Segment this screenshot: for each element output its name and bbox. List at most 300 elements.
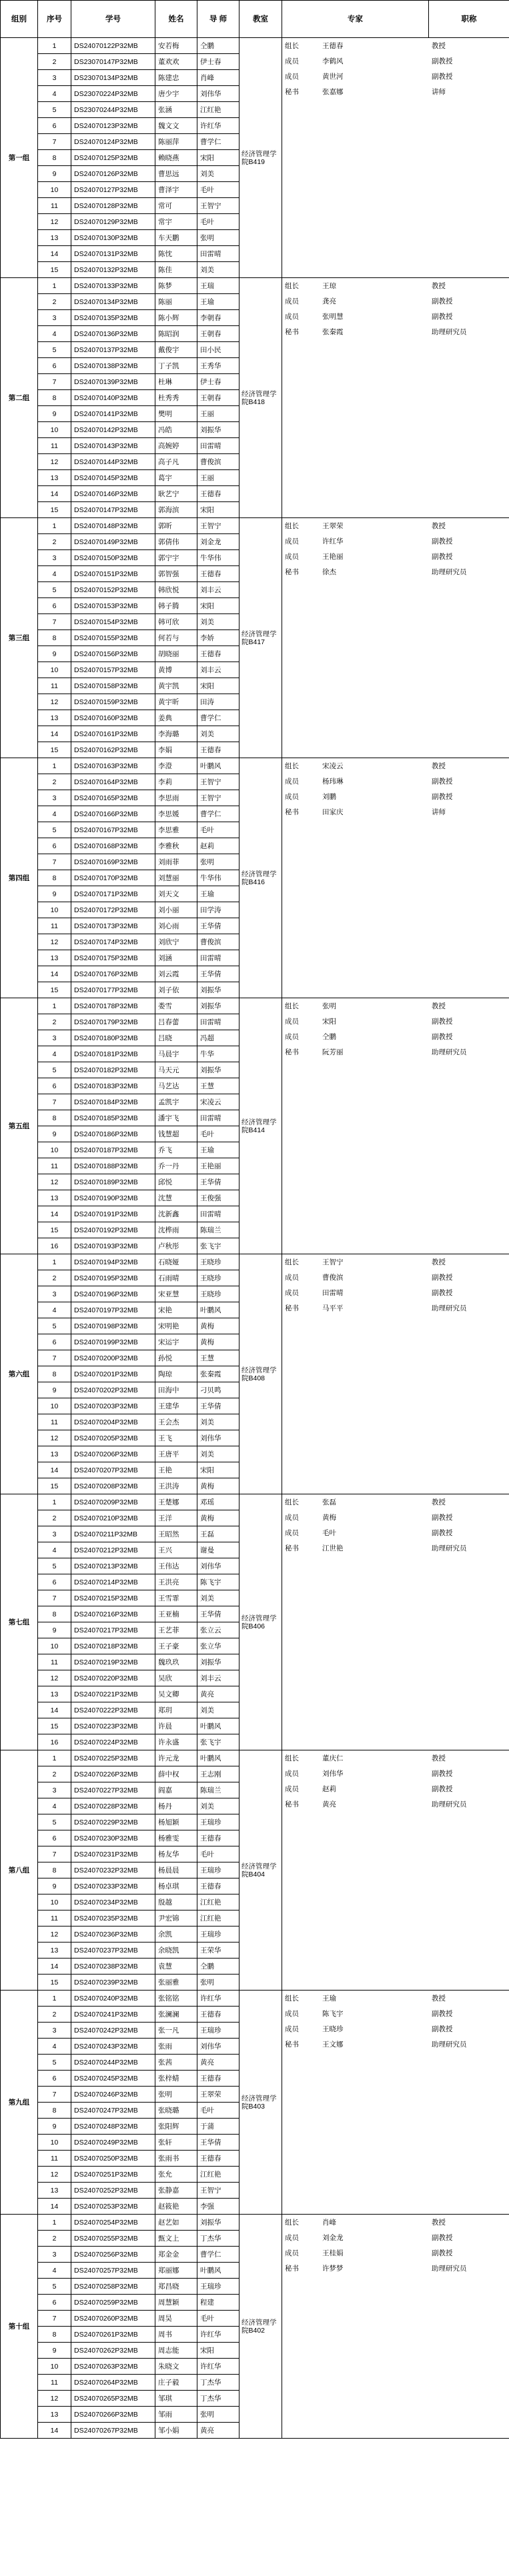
committee-role: 成员 — [285, 1032, 299, 1041]
committee-title: 教授 — [432, 762, 446, 770]
student-id-cell: DS24070256P32MB — [71, 2247, 155, 2263]
student-name-cell: 宋运宇 — [155, 1334, 197, 1350]
student-id-cell: DS24070128P32MB — [71, 198, 155, 214]
student-name-cell: 王洪亮 — [155, 1574, 197, 1590]
committee-member — [282, 549, 509, 564]
student-name-cell: 王会杰 — [155, 1414, 197, 1430]
seq-cell: 14 — [38, 2199, 71, 2215]
committee-list — [282, 278, 509, 339]
student-name-cell: 张丽雅 — [155, 1975, 197, 1991]
advisor-cell: 王智宁 — [197, 2183, 239, 2199]
student-name-cell: 郑昌晓 — [155, 2279, 197, 2295]
advisor-cell: 刘美 — [197, 1798, 239, 1814]
seq-cell: 14 — [38, 1462, 71, 1478]
committee-member — [282, 1494, 509, 1510]
committee-role: 秘书 — [285, 1048, 299, 1056]
advisor-cell: 田学涛 — [197, 902, 239, 918]
committee-member — [282, 1254, 509, 1270]
student-name-cell: 余晓凯 — [155, 1943, 197, 1959]
committee-role: 组长 — [285, 1994, 299, 2003]
seq-cell: 2 — [38, 1014, 71, 1030]
student-id-cell: DS24070226P32MB — [71, 1766, 155, 1782]
committee-title: 副教授 — [432, 1288, 453, 1297]
advisor-cell: 王德春 — [197, 1878, 239, 1894]
student-id-cell: DS24070178P32MB — [71, 998, 155, 1014]
seq-cell: 14 — [38, 726, 71, 742]
seq-cell: 9 — [38, 1622, 71, 1638]
committee-expert: 张明慧 — [322, 312, 344, 321]
student-id-cell: DS24070153P32MB — [71, 598, 155, 614]
student-id-cell: DS24070141P32MB — [71, 406, 155, 422]
student-id-cell: DS24070255P32MB — [71, 2231, 155, 2247]
student-id-cell: DS24070131P32MB — [71, 246, 155, 262]
student-name-cell: 周书 — [155, 2327, 197, 2343]
committee-expert: 张秦霞 — [322, 327, 344, 336]
group-label: 第五组 — [1, 998, 38, 1254]
committee-member — [282, 1285, 509, 1300]
seq-cell: 5 — [38, 2055, 71, 2071]
committee-member — [282, 69, 509, 84]
student-name-cell: 张涵 — [155, 102, 197, 118]
advisor-cell: 许红华 — [197, 1991, 239, 2007]
student-name-cell: 赵筱艳 — [155, 2199, 197, 2215]
student-row — [1, 758, 509, 774]
advisor-cell: 王瑜 — [197, 1142, 239, 1158]
student-name-cell: 陈丽萍 — [155, 134, 197, 150]
committee-expert: 刘金龙 — [322, 2233, 344, 2242]
committee-title: 助理研究员 — [432, 327, 467, 336]
student-id-cell: DS24070233P32MB — [71, 1878, 155, 1894]
seq-cell: 1 — [38, 758, 71, 774]
student-name-cell: 宋艳 — [155, 1302, 197, 1318]
seq-cell: 4 — [38, 1798, 71, 1814]
student-name-cell: 陈梦 — [155, 278, 197, 294]
seq-cell: 12 — [38, 454, 71, 470]
student-id-cell: DS24070125P32MB — [71, 150, 155, 166]
committee-title: 副教授 — [432, 777, 453, 786]
advisor-cell: 王瑜 — [197, 886, 239, 902]
seq-cell: 9 — [38, 406, 71, 422]
student-id-cell: DS24070134P32MB — [71, 294, 155, 310]
seq-cell: 6 — [38, 2295, 71, 2311]
seq-cell: 10 — [38, 422, 71, 438]
student-name-cell: 陈小辉 — [155, 310, 197, 326]
committee-role: 成员 — [285, 1784, 299, 1793]
student-name-cell: 李思媛 — [155, 806, 197, 822]
seq-cell: 10 — [38, 1894, 71, 1910]
seq-cell: 15 — [38, 262, 71, 278]
student-name-cell: 李娟 — [155, 742, 197, 758]
student-id-cell: DS24070257P32MB — [71, 2263, 155, 2279]
seq-cell: 1 — [38, 998, 71, 1014]
seq-cell: 7 — [38, 614, 71, 630]
advisor-cell: 刘丰云 — [197, 582, 239, 598]
student-id-cell: DS24070189P32MB — [71, 1174, 155, 1190]
student-id-cell: DS24070210P32MB — [71, 1510, 155, 1526]
student-id-cell: DS24070262P32MB — [71, 2343, 155, 2359]
advisor-cell: 仝鹏 — [197, 38, 239, 54]
student-name-cell: 李雅秋 — [155, 838, 197, 854]
committee-title: 助理研究员 — [432, 1544, 467, 1552]
committee-member — [282, 1029, 509, 1044]
advisor-cell: 刘美 — [197, 726, 239, 742]
student-id-cell: DS24070265P32MB — [71, 2391, 155, 2407]
committee-member — [282, 1270, 509, 1285]
student-name-cell: 曹思远 — [155, 166, 197, 182]
seq-cell: 1 — [38, 1254, 71, 1270]
student-name-cell: 王楚娜 — [155, 1494, 197, 1510]
student-id-cell: DS24070170P32MB — [71, 870, 155, 886]
committee-expert: 马平平 — [322, 1304, 344, 1312]
student-id-cell: DS24070200P32MB — [71, 1350, 155, 1366]
student-name-cell: 王唐平 — [155, 1446, 197, 1462]
seq-cell: 4 — [38, 2263, 71, 2279]
student-id-cell: DS24070150P32MB — [71, 550, 155, 566]
student-name-cell: 樊明 — [155, 406, 197, 422]
student-name-cell: 郭昕 — [155, 518, 197, 534]
student-id-cell: DS24070142P32MB — [71, 422, 155, 438]
student-id-cell: DS24070172P32MB — [71, 902, 155, 918]
advisor-cell: 张秦霞 — [197, 1366, 239, 1382]
header-row — [1, 1, 509, 38]
seq-cell: 5 — [38, 102, 71, 118]
committee-expert: 张磊 — [322, 1498, 336, 1506]
student-id-cell: DS24070149P32MB — [71, 534, 155, 550]
student-id-cell: DS24070182P32MB — [71, 1062, 155, 1078]
advisor-cell: 王丽 — [197, 470, 239, 486]
seq-cell: 3 — [38, 2023, 71, 2039]
seq-cell: 7 — [38, 2087, 71, 2103]
student-id-cell: DS24070196P32MB — [71, 1286, 155, 1302]
advisor-cell: 王朝春 — [197, 390, 239, 406]
student-name-cell: 薛中权 — [155, 1766, 197, 1782]
seq-cell: 3 — [38, 1286, 71, 1302]
student-id-cell: DS24070204P32MB — [71, 1414, 155, 1430]
student-id-cell: DS24070171P32MB — [71, 886, 155, 902]
student-name-cell: 乔飞 — [155, 1142, 197, 1158]
student-name-cell: 甄文上 — [155, 2231, 197, 2247]
committee-list — [282, 1991, 509, 2052]
committee-expert: 黄梅 — [322, 1513, 336, 1522]
student-id-cell: DS24070193P32MB — [71, 1238, 155, 1254]
seq-cell: 7 — [38, 854, 71, 870]
student-id-cell: DS24070242P32MB — [71, 2023, 155, 2039]
advisor-cell: 刘美 — [197, 1590, 239, 1606]
advisor-cell: 刘美 — [197, 262, 239, 278]
student-id-cell: DS24070126P32MB — [71, 166, 155, 182]
committee-expert: 刘伟华 — [322, 1769, 344, 1778]
student-id-cell: DS24070158P32MB — [71, 678, 155, 694]
advisor-cell: 江红艳 — [197, 2167, 239, 2183]
committee-expert: 刘鹏 — [322, 792, 336, 801]
advisor-cell: 刘金龙 — [197, 534, 239, 550]
student-id-cell: DS24070237P32MB — [71, 1943, 155, 1959]
room-cell: 经济管理学院B418 — [239, 278, 282, 518]
student-name-cell: 沈桦雨 — [155, 1222, 197, 1238]
seq-cell: 15 — [38, 982, 71, 998]
seq-cell: 15 — [38, 1478, 71, 1494]
advisor-cell: 江红艳 — [197, 1894, 239, 1910]
committee-member — [282, 1044, 509, 1060]
student-name-cell: 赖晓燕 — [155, 150, 197, 166]
student-id-cell: DS24070157P32MB — [71, 662, 155, 678]
advisor-cell: 李强 — [197, 2199, 239, 2215]
seq-cell: 11 — [38, 438, 71, 454]
student-id-cell: DS24070167P32MB — [71, 822, 155, 838]
room-cell: 经济管理学院B416 — [239, 758, 282, 998]
committee-role: 成员 — [285, 1017, 299, 1026]
student-name-cell: 刘慧丽 — [155, 870, 197, 886]
student-id-cell: DS24070234P32MB — [71, 1894, 155, 1910]
student-row — [1, 1254, 509, 1270]
seq-cell: 5 — [38, 822, 71, 838]
advisor-cell: 王德春 — [197, 566, 239, 582]
seq-cell: 13 — [38, 1943, 71, 1959]
advisor-cell: 许红华 — [197, 2359, 239, 2375]
advisor-cell: 刘美 — [197, 614, 239, 630]
advisor-cell: 田雷晴 — [197, 1014, 239, 1030]
student-name-cell: 郑金金 — [155, 2247, 197, 2263]
seq-cell: 7 — [38, 1094, 71, 1110]
advisor-cell: 刘伟华 — [197, 1558, 239, 1574]
student-name-cell: 葛宇 — [155, 470, 197, 486]
student-name-cell: 杨旭颖 — [155, 1814, 197, 1830]
committee-member — [282, 2215, 509, 2230]
student-id-cell: DS24070260P32MB — [71, 2311, 155, 2327]
seq-cell: 4 — [38, 806, 71, 822]
seq-cell: 5 — [38, 1318, 71, 1334]
advisor-cell: 赵莉 — [197, 838, 239, 854]
student-id-cell: DS24070223P32MB — [71, 1718, 155, 1734]
seq-cell: 3 — [38, 2247, 71, 2263]
seq-cell: 4 — [38, 2039, 71, 2055]
committee-title: 副教授 — [432, 792, 453, 801]
seq-cell: 4 — [38, 326, 71, 342]
student-name-cell: 宋亚慧 — [155, 1286, 197, 1302]
seq-cell: 6 — [38, 1078, 71, 1094]
advisor-cell: 许红华 — [197, 2327, 239, 2343]
advisor-cell: 王德春 — [197, 2007, 239, 2023]
student-id-cell: DS24070165P32MB — [71, 790, 155, 806]
committee-title: 副教授 — [432, 1032, 453, 1041]
committee-role: 成员 — [285, 777, 299, 786]
student-name-cell: 郭海滨 — [155, 502, 197, 518]
advisor-cell: 江红艳 — [197, 102, 239, 118]
student-id-cell: DS24070197P32MB — [71, 1302, 155, 1318]
committee-member — [282, 324, 509, 339]
committee-expert: 宋阳 — [322, 1017, 336, 1026]
student-id-cell: DS24070187P32MB — [71, 1142, 155, 1158]
seq-cell: 6 — [38, 1830, 71, 1846]
seq-cell: 4 — [38, 86, 71, 102]
student-name-cell: 耿艺宁 — [155, 486, 197, 502]
advisor-cell: 叶鹏风 — [197, 1718, 239, 1734]
committee-expert: 赵莉 — [322, 1784, 336, 1793]
student-row — [1, 278, 509, 294]
seq-cell: 9 — [38, 886, 71, 902]
advisor-cell: 刘美 — [197, 1414, 239, 1430]
header-committee: 专家 — [282, 1, 429, 38]
student-id-cell: DS23070134P32MB — [71, 70, 155, 86]
student-name-cell: 吕晓 — [155, 1030, 197, 1046]
seq-cell: 2 — [38, 774, 71, 790]
group-label: 第八组 — [1, 1750, 38, 1991]
student-id-cell: DS24070235P32MB — [71, 1910, 155, 1926]
advisor-cell: 张明 — [197, 2407, 239, 2423]
student-name-cell: 李海璐 — [155, 726, 197, 742]
committee-role: 成员 — [285, 1513, 299, 1522]
advisor-cell: 李娇 — [197, 630, 239, 646]
advisor-cell: 张明 — [197, 1975, 239, 1991]
student-id-cell: DS24070239P32MB — [71, 1975, 155, 1991]
committee-expert: 田雷晴 — [322, 1288, 344, 1297]
committee-role: 组长 — [285, 1754, 299, 1762]
student-id-cell: DS24070122P32MB — [71, 38, 155, 54]
committee-role: 成员 — [285, 2009, 299, 2018]
student-name-cell: 李思雅 — [155, 822, 197, 838]
committee-cell — [282, 518, 509, 758]
seq-cell: 8 — [38, 630, 71, 646]
advisor-cell: 丁杰华 — [197, 2231, 239, 2247]
student-name-cell: 许永盛 — [155, 1734, 197, 1750]
committee-cell — [282, 1494, 509, 1750]
advisor-cell: 王俊强 — [197, 1190, 239, 1206]
student-id-cell: DS23070147P32MB — [71, 54, 155, 70]
advisor-cell: 刘丰云 — [197, 1670, 239, 1686]
student-id-cell: DS24070188P32MB — [71, 1158, 155, 1174]
student-id-cell: DS24070176P32MB — [71, 966, 155, 982]
student-name-cell: 卢秋彤 — [155, 1238, 197, 1254]
seq-cell: 9 — [38, 1878, 71, 1894]
student-name-cell: 邹小娟 — [155, 2423, 197, 2439]
student-id-cell: DS24070254P32MB — [71, 2215, 155, 2231]
student-id-cell: DS24070238P32MB — [71, 1959, 155, 1975]
student-name-cell: 曹泽宇 — [155, 182, 197, 198]
advisor-cell: 王德春 — [197, 2071, 239, 2087]
committee-title: 助理研究员 — [432, 2040, 467, 2049]
student-name-cell: 郭倩伟 — [155, 534, 197, 550]
committee-member — [282, 278, 509, 293]
committee-role: 组长 — [285, 2218, 299, 2227]
committee-expert: 许红华 — [322, 537, 344, 545]
student-id-cell: DS24070249P32MB — [71, 2135, 155, 2151]
student-name-cell: 张铭铭 — [155, 1991, 197, 2007]
committee-expert: 许梦梦 — [322, 2264, 344, 2273]
student-id-cell: DS24070215P32MB — [71, 1590, 155, 1606]
student-id-cell: DS23070244P32MB — [71, 102, 155, 118]
committee-member — [282, 1991, 509, 2006]
advisor-cell: 王朝春 — [197, 326, 239, 342]
seq-cell: 9 — [38, 1382, 71, 1398]
student-id-cell: DS24070194P32MB — [71, 1254, 155, 1270]
committee-title: 教授 — [432, 281, 446, 290]
seq-cell: 10 — [38, 1638, 71, 1654]
student-id-cell: DS24070241P32MB — [71, 2007, 155, 2023]
advisor-cell: 王华倩 — [197, 1606, 239, 1622]
seq-cell: 7 — [38, 1590, 71, 1606]
student-name-cell: 王建华 — [155, 1398, 197, 1414]
committee-expert: 黄世河 — [322, 72, 344, 81]
seq-cell: 3 — [38, 1030, 71, 1046]
student-id-cell: DS24070168P32MB — [71, 838, 155, 854]
advisor-cell: 毛叶 — [197, 1126, 239, 1142]
student-name-cell: 赵艺如 — [155, 2215, 197, 2231]
student-id-cell: DS24070230P32MB — [71, 1830, 155, 1846]
seq-cell: 3 — [38, 550, 71, 566]
group-label: 第二组 — [1, 278, 38, 518]
committee-expert: 王艳丽 — [322, 552, 344, 561]
seq-cell: 8 — [38, 2103, 71, 2119]
student-id-cell: DS24070216P32MB — [71, 1606, 155, 1622]
seq-cell: 10 — [38, 1142, 71, 1158]
advisor-cell: 宋阳 — [197, 2343, 239, 2359]
committee-title: 讲师 — [432, 87, 446, 96]
student-name-cell: 张茜 — [155, 2055, 197, 2071]
student-name-cell: 吴文卿 — [155, 1686, 197, 1702]
student-id-cell: DS24070140P32MB — [71, 390, 155, 406]
committee-list — [282, 2215, 509, 2276]
committee-cell — [282, 38, 509, 278]
student-name-cell: 张明 — [155, 2087, 197, 2103]
committee-title: 助理研究员 — [432, 1304, 467, 1312]
committee-title: 副教授 — [432, 537, 453, 545]
seq-cell: 10 — [38, 1398, 71, 1414]
group-label: 第三组 — [1, 518, 38, 758]
student-id-cell: DS24070266P32MB — [71, 2407, 155, 2423]
committee-role: 成员 — [285, 2233, 299, 2242]
student-row — [1, 518, 509, 534]
student-name-cell: 黄宇凯 — [155, 678, 197, 694]
advisor-cell: 伊士春 — [197, 54, 239, 70]
committee-title: 副教授 — [432, 2249, 453, 2257]
seq-cell: 9 — [38, 1126, 71, 1142]
advisor-cell: 王智宁 — [197, 518, 239, 534]
student-name-cell: 胡晓丽 — [155, 646, 197, 662]
advisor-cell: 王晓珍 — [197, 1286, 239, 1302]
student-name-cell: 戴俊宇 — [155, 342, 197, 358]
student-id-cell: DS24070218P32MB — [71, 1638, 155, 1654]
advisor-cell: 张明 — [197, 230, 239, 246]
student-id-cell: DS24070127P32MB — [71, 182, 155, 198]
student-id-cell: DS24070154P32MB — [71, 614, 155, 630]
group-label: 第六组 — [1, 1254, 38, 1494]
student-name-cell: 马艺达 — [155, 1078, 197, 1094]
student-id-cell: DS24070166P32MB — [71, 806, 155, 822]
student-name-cell: 王洪涛 — [155, 1478, 197, 1494]
advisor-cell: 许红华 — [197, 118, 239, 134]
seq-cell: 8 — [38, 390, 71, 406]
group-label: 第七组 — [1, 1494, 38, 1750]
student-id-cell: DS24070146P32MB — [71, 486, 155, 502]
advisor-cell: 王德春 — [197, 486, 239, 502]
seq-cell: 9 — [38, 646, 71, 662]
seq-cell: 6 — [38, 1574, 71, 1590]
seq-cell: 14 — [38, 246, 71, 262]
committee-member — [282, 38, 509, 53]
seq-cell: 12 — [38, 2391, 71, 2407]
seq-cell: 6 — [38, 118, 71, 134]
header-group: 组别 — [1, 1, 38, 38]
committee-cell — [282, 1991, 509, 2215]
committee-member — [282, 774, 509, 789]
committee-list — [282, 758, 509, 820]
advisor-cell: 刘美 — [197, 166, 239, 182]
student-name-cell: 郑玥 — [155, 1702, 197, 1718]
student-name-cell: 石雨晴 — [155, 1270, 197, 1286]
seq-cell: 8 — [38, 2327, 71, 2343]
seq-cell: 11 — [38, 1414, 71, 1430]
seq-cell: 4 — [38, 566, 71, 582]
